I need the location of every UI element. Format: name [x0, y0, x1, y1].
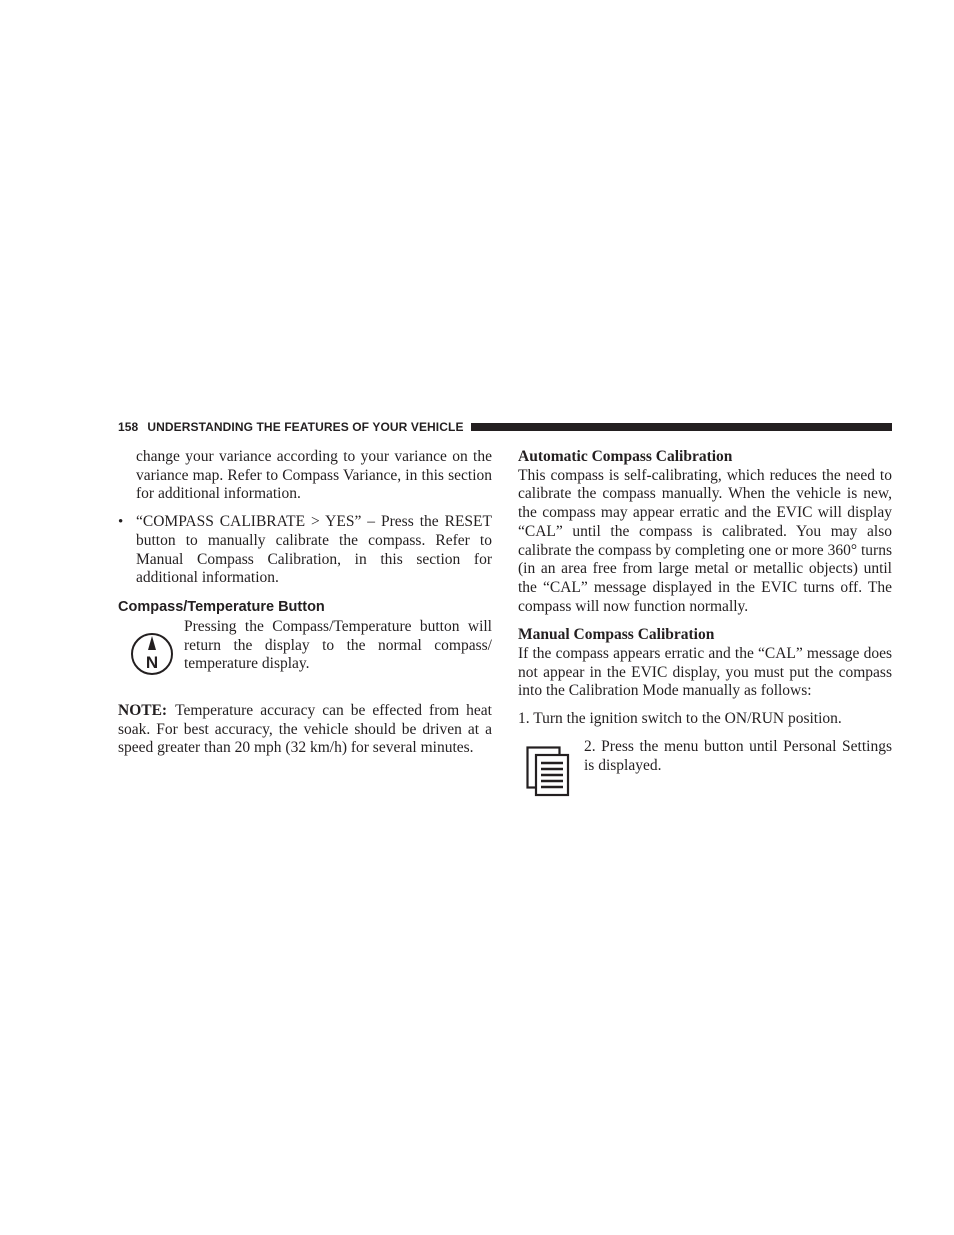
section-title: UNDERSTANDING THE FEATURES OF YOUR VEHICLE	[147, 420, 464, 434]
note-text: Temperature accuracy can be effected from heat soak. For best accuracy, the vehicle should be driven at a speed greater than 20 mph (32 km/h) for several minutes.	[118, 701, 492, 757]
compass-n-letter: N	[145, 652, 159, 672]
step-2: 2. Press the menu button until Personal Settings is displayed.	[584, 737, 892, 774]
left-column	[118, 448, 492, 758]
note-paragraph	[118, 702, 492, 758]
compass-button-description: Pressing the Compass/Temperature button will return the display to the normal compass/ temperature display.	[184, 617, 492, 673]
menu-button-block	[518, 738, 892, 798]
bullet-icon: •	[118, 514, 124, 531]
menu-button-icon	[526, 746, 572, 798]
note-label: NOTE:	[118, 701, 168, 719]
compass-n-icon	[124, 626, 180, 682]
compass-temperature-heading: Compass/Temperature Button	[118, 598, 325, 615]
automatic-calibration-heading: Automatic Compass Calibration	[518, 448, 733, 465]
page-header	[118, 419, 892, 435]
page-number: 158	[118, 420, 139, 434]
manual-calibration-heading: Manual Compass Calibration	[518, 626, 715, 644]
manual-calibration-text: If the compass appears erratic and the “CAL” message does not appear in the EVIC display, you must put the compass into the Calibration Mode manually as follows:	[518, 645, 892, 700]
step-1: 1. Turn the ignition switch to the ON/RUN position.	[518, 710, 842, 728]
compass-button-block	[118, 618, 492, 682]
bullet-item-compass-calibrate	[118, 513, 492, 588]
bullet-text: “COMPASS CALIBRATE > YES” – Press the RESET button to manually calibrate the compass. Refer to Manual Compass Calibration, in this section for additional information.	[136, 513, 492, 587]
automatic-calibration-text: This compass is self-calibrating, which reduces the need to calibrate the compass manually. When the vehicle is new, the compass may appear erratic and the EVIC will display “CAL” until the compass is calibrated. You may also calibrate the compass by completing one or more 360° turns (in an area free from large metal or metallic objects) until the “CAL” message displayed in the EVIC turns off. The compass will now function normally.	[518, 466, 892, 615]
right-column	[518, 448, 892, 798]
header-rule	[471, 423, 892, 431]
continued-paragraph: change your variance according to your variance on the variance map. Refer to Compass Variance, in this section for additional information.	[136, 448, 492, 503]
